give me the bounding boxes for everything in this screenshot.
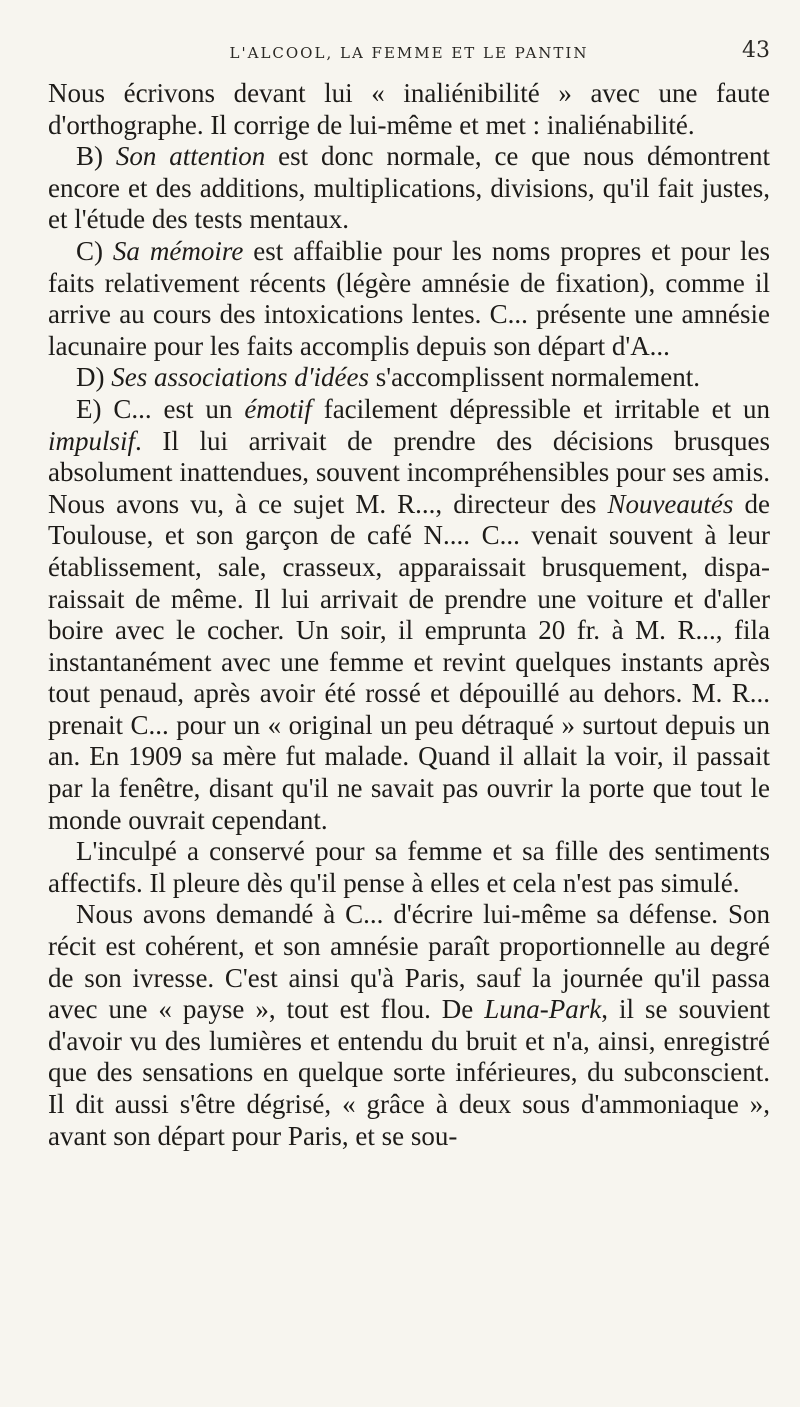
text-run: E) C... est un [76,393,245,424]
paragraph [48,141,770,236]
text-run: est affaiblie pour les noms propres et pour les faits relativement récents (légère amnésie de fixation), comme il arrive au cours des intoxications lentes. C... présente une amnésie lacunaire pour les faits accomplis depuis son départ d'A... [48,235,770,361]
paragraph [48,836,770,899]
text-run: L'inculpé a conservé pour sa femme et sa fille des sentiments affectifs. Il pleure dès qu'il pense à elles et cela n'est pas simulé. [48,836,770,898]
italic-text: Nouveautés [607,488,734,519]
italic-text: Luna-Park [484,994,602,1025]
text-run: est donc normale, ce que nous démontrent encore et des additions, multiplications, divisions, qu'il fait justes, et l'étude des tests mentaux. [48,141,770,235]
text-run: Nous écrivons devant lui « inaliénibilité » avec une faute d'orthographe. Il corrige de lui-même et met : inaliénabilité. [48,78,770,140]
body-text [48,78,770,1152]
text-run: D) [76,362,112,393]
italic-text: impulsif [48,425,136,456]
running-header [48,38,770,78]
text-run: Nous avons demandé à C... d'écrire lui-même sa défense. Son récit est cohérent, et son amnésie paraît proportionnelle au degré de son ivresse. C'est ainsi qu'à Paris, sauf la journée qu'il passa avec une « payse », tout est flou. De [48,899,770,1025]
text-run: B) [76,141,116,172]
text-run: de Toulouse, et son garçon de café N.... C... venait souvent à leur établissement, sale, crasseux, apparaissait brusquement, disparaissait de même. Il lui arrivait de prendre une voiture et d'aller boire avec le cocher. Un soir, il emprunta 20 fr. à M. R..., fila instantanément avec une femme et revint quelques instants après tout penaud, après avoir été rossé et dépouillé au dehors. M. R... prenait C... pour un « original un peu détraqué » surtout depuis un an. En 1909 sa mère fut malade. Quand il allait la voir, il passait par la fenêtre, disant qu'il ne savait pas ouvrir la porte que tout le monde ouvrait cependant. [48,488,771,835]
text-run: . Il lui arrivait de prendre des décisions brusques absolument inattendues, souvent incompréhensibles pour ses amis. Nous avons vu, à ce sujet M. R..., directeur des [48,425,770,519]
italic-text: Son attention [115,141,266,172]
running-title: L'ALCOOL, LA FEMME ET LE PANTIN [229,44,589,62]
paragraph [48,899,770,1152]
paragraph [48,236,770,362]
text-run: C) [76,235,113,266]
paragraph [48,394,770,836]
italic-text: Ses associations d'idées [111,362,370,393]
text-run: s'accomplissent normalement. [369,362,701,393]
page-number: 43 [742,38,770,63]
paragraph [48,78,770,141]
italic-text: émotif [244,393,312,424]
text-run: facilement dépressible et irritable et un [311,393,770,424]
text-run: , il se souvient d'avoir vu des lumières et entendu du bruit et n'a, ainsi, enregistré que des sensations en quelque sorte inférieures, du subconscient. Il dit aussi s'être dégrisé, « grâce à deux sous d'ammoniaque », avant son départ pour Paris, et se sou- [48,994,770,1151]
italic-text: Sa mémoire [112,235,244,266]
paragraph [48,362,770,394]
